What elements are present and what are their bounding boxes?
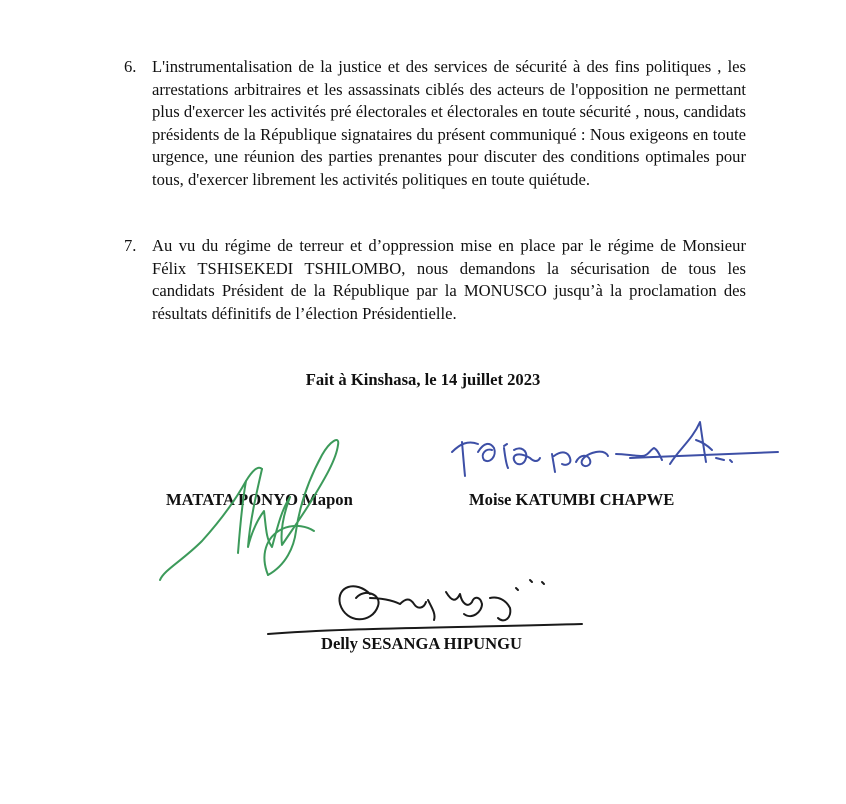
- paragraph-text: L'instrumentalisation de la justice et des services de sécurité à des fins politiques , les arrestations arbitraires et les assassinats ciblés des acteurs de l'opposition ne permettant plus d'exercer les activités pré électorales et électorales en toute sécurité , nous, candidats présidents de la République signataires du présent communiqué : Nous exigeons en toute urgence, une réunion des parties prenantes pour discuter des conditions optimales pour tous, d'exercer librement les activités politiques en toute quiétude.: [152, 57, 746, 189]
- numbered-paragraph-6: [124, 56, 746, 192]
- paragraph-number: 7.: [124, 236, 137, 255]
- numbered-paragraph-7: [124, 235, 746, 325]
- place-and-date: Fait à Kinshasa, le 14 juillet 2023: [305, 370, 541, 389]
- paragraph-number: 6.: [124, 57, 137, 76]
- signature-matata: [150, 435, 350, 585]
- signatory-name-katumbi: Moise KATUMBI CHAPWE: [469, 490, 675, 509]
- signatory-name-matata: MATATA PONYO Mapon: [166, 490, 353, 509]
- signatory-name-sesanga: Delly SESANGA HIPUNGU: [321, 634, 522, 653]
- signature-katumbi: [450, 418, 780, 488]
- paragraph-text: Au vu du régime de terreur et d’oppression mise en place par le régime de Monsieur Félix TSHISEKEDI TSHILOMBO, nous demandons la sécurisation de tous les candidats Président de la République par la MONUSCO jusqu’à la proclamation des résultats définitifs de l’élection Présidentielle.: [152, 236, 746, 323]
- signature-sesanga: [260, 568, 590, 642]
